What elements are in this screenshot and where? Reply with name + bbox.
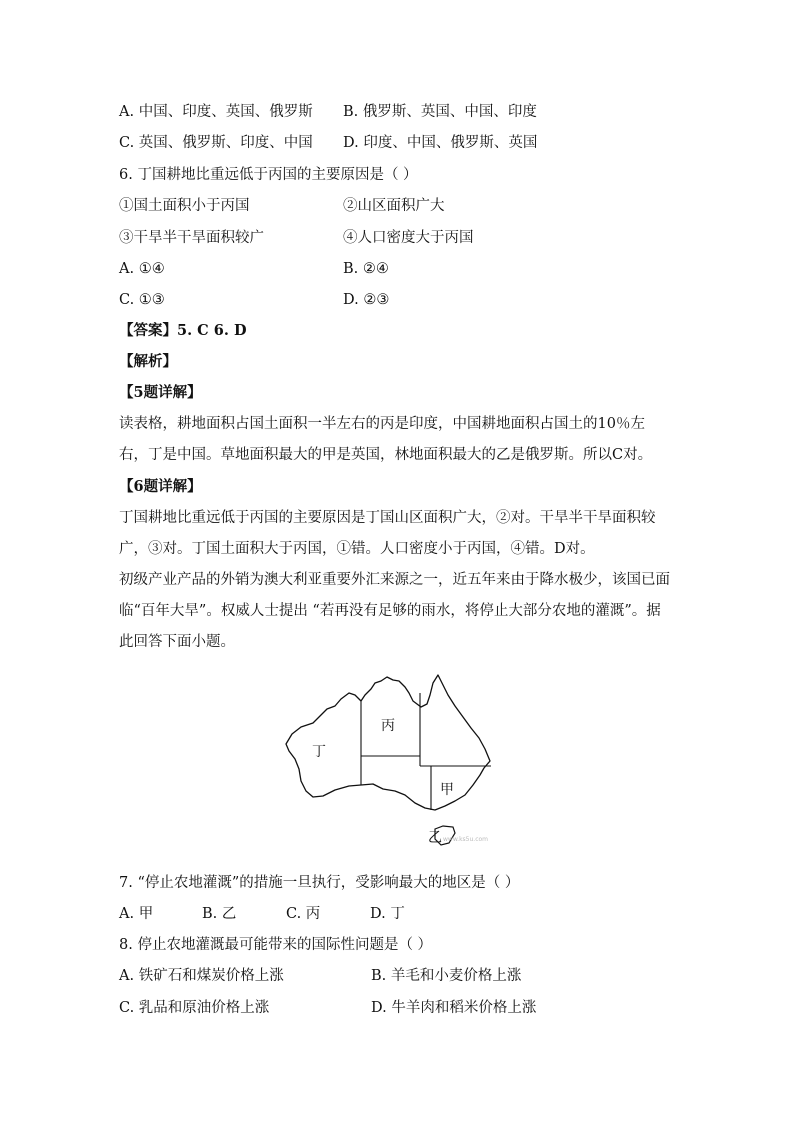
q5-detail-text: 读表格，耕地面积占国土面积一半左右的丙是印度，中国耕地面积占国土的10％左右，丁是中国。草地面积最大的甲是英国，林地面积最大的乙是俄罗斯。所以C对。 [119, 416, 653, 463]
q8-option-d: D. 牛羊肉和稻米价格上涨 [371, 1000, 537, 1016]
q7-option-b: B. 乙 [202, 906, 237, 922]
q8-stem: 8. 停止农地灌溉最可能带来的国际性问题是（ ） [119, 937, 433, 953]
q6-statement-1: ①国土面积小于丙国 [119, 198, 250, 214]
q6-option-d: D. ②③ [343, 292, 390, 308]
australia-map [283, 673, 503, 853]
label-jia: 甲 [440, 782, 454, 798]
q5-option-b: B. 俄罗斯、英国、中国、印度 [343, 104, 537, 120]
q5-option-d: D. 印度、中国、俄罗斯、英国 [343, 135, 538, 151]
q6-detail-heading: 【6题详解】 [119, 478, 202, 495]
q8-option-b: B. 羊毛和小麦价格上涨 [371, 968, 522, 984]
intro-paragraph: 初级产业产品的外销为澳大利亚重要外汇来源之一，近五年来由于降水极少，该国已面临“百年大旱”。权威人士提出 “若再没有足够的雨水，将停止大部分农地的灌溉”。据此回答下面小题。 [119, 572, 670, 650]
australia-outline [286, 675, 490, 810]
q8-option-c: C. 乳品和原油价格上涨 [119, 1000, 270, 1016]
q5-option-a: A. 中国、印度、英国、俄罗斯 [119, 104, 313, 120]
q6-option-c: C. ①③ [119, 292, 165, 308]
answer-line: 【答案】5. C 6. D [119, 322, 247, 339]
q7-option-a: A. 甲 [119, 906, 154, 922]
q7-stem: 7. “停止农地灌溉”的措施一旦执行，受影响最大的地区是（ ） [119, 875, 520, 891]
label-bing: 丙 [381, 718, 395, 734]
analysis-heading: 【解析】 [119, 353, 177, 370]
label-ding: 丁 [312, 744, 326, 760]
q5-option-c: C. 英国、俄罗斯、印度、中国 [119, 135, 313, 151]
q6-statement-3: ③干旱半干旱面积较广 [119, 230, 264, 246]
q6-detail-text: 丁国耕地比重远低于丙国的主要原因是丁国山区面积广大，②对。干旱半干旱面积较广，③对。丁国土面积大于丙国，①错。人口密度小于丙国，④错。D对。 [119, 510, 656, 557]
q6-stem: 6. 丁国耕地比重远低于丙国的主要原因是（ ） [119, 167, 418, 183]
q7-option-d: D. 丁 [370, 906, 405, 922]
q6-statement-4: ④人口密度大于丙国 [343, 230, 474, 246]
watermark: www.ks5u.com [443, 836, 489, 843]
q6-statement-2: ②山区面积广大 [343, 198, 445, 214]
q8-option-a: A. 铁矿石和煤炭价格上涨 [119, 968, 284, 984]
q5-detail-heading: 【5题详解】 [119, 384, 202, 401]
q7-option-c: C. 丙 [286, 906, 321, 922]
label-yi: 乙 [428, 830, 442, 846]
q6-option-a: A. ①④ [119, 261, 165, 277]
q6-option-b: B. ②④ [343, 261, 389, 277]
